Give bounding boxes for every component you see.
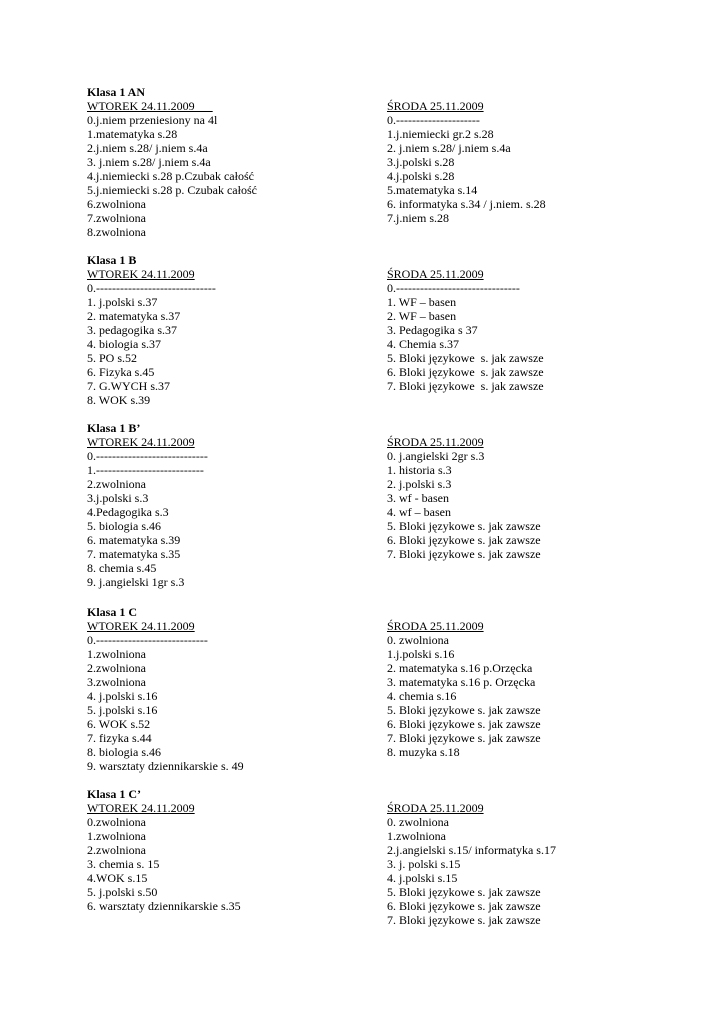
lesson-line: 6. Bloki językowe s. jak zawsze [387,899,541,913]
lesson-line: 7. Bloki językowe s. jak zawsze [387,379,544,393]
lesson-line: 5.matematyka s.14 [387,183,478,197]
lesson-line: 6. Bloki językowe s. jak zawsze [387,365,544,379]
tuesday-column [87,267,216,407]
lesson-line: 8. chemia s.45 [87,561,157,575]
class-section-1c [87,605,667,775]
lesson-line: 1. historia s.3 [387,463,452,477]
lesson-line: 2. matematyka s.16 p.Orzęcka [387,661,533,675]
lesson-line: 5. Bloki językowe s. jak zawsze [387,703,541,717]
class-section-1c-prime [87,787,667,929]
lesson-line: 5. biologia s.46 [87,519,161,533]
lesson-line: 3.j.polski s.3 [87,491,149,505]
wednesday-column [387,801,556,927]
day-header: ŚRODA 25.11.2009 [387,619,484,633]
lesson-line: 0.---------------------------- [87,633,208,647]
lesson-line: 5. j.polski s.50 [87,885,158,899]
lesson-line: 3. wf - basen [387,491,449,505]
day-header: WTOREK 24.11.2009 [87,99,213,113]
tuesday-column [87,99,257,239]
lesson-line: 1. WF – basen [387,295,457,309]
lesson-line: 2.zwolniona [87,843,146,857]
lesson-line: 6.zwolniona [87,197,146,211]
lesson-line: 0.------------------------------- [387,281,520,295]
lesson-line: 3. pedagogika s.37 [87,323,177,337]
class-section-1b-prime [87,421,667,591]
lesson-line: 3.zwolniona [87,675,146,689]
lesson-line: 5. j.polski s.16 [87,703,158,717]
lesson-line: 0.j.niem przeniesiony na 4l [87,113,218,127]
lesson-line: 6. matematyka s.39 [87,533,181,547]
lesson-line: 3. j.niem s.28/ j.niem s.4a [87,155,211,169]
lesson-line: 1.zwolniona [87,829,146,843]
lesson-line: 5. PO s.52 [87,351,138,365]
lesson-line: 4. chemia s.16 [387,689,457,703]
lesson-line: 1.zwolniona [87,647,146,661]
lesson-line: 4.j.polski s.28 [387,169,455,183]
lesson-line: 0. zwolniona [387,633,449,647]
lesson-line: 5.j.niemiecki s.28 p. Czubak całość [87,183,257,197]
section-title: Klasa 1 B’ [87,421,141,435]
tuesday-column [87,619,244,773]
lesson-line: 4.Pedagogika s.3 [87,505,169,519]
lesson-line: 5. Bloki językowe s. jak zawsze [387,351,544,365]
lesson-line: 1.zwolniona [387,829,446,843]
lesson-line: 0. j.angielski 2gr s.3 [387,449,485,463]
lesson-line: 6. warsztaty dziennikarskie s.35 [87,899,241,913]
lesson-line: 4. biologia s.37 [87,337,161,351]
lesson-line: 2. WF – basen [387,309,457,323]
lesson-line: 4.WOK s.15 [87,871,148,885]
lesson-line: 6. informatyka s.34 / j.niem. s.28 [387,197,546,211]
lesson-line: 1.matematyka s.28 [87,127,178,141]
lesson-line: 3. matematyka s.16 p. Orzęcka [387,675,536,689]
lesson-line: 7. G.WYCH s.37 [87,379,170,393]
lesson-line: 9. warsztaty dziennikarskie s. 49 [87,759,244,773]
class-section-1b [87,253,667,409]
lesson-line: 2.j.angielski s.15/ informatyka s.17 [387,843,556,857]
lesson-line: 9. j.angielski 1gr s.3 [87,575,185,589]
lesson-line: 7.j.niem s.28 [387,211,449,225]
lesson-line: 2. j.polski s.3 [387,477,452,491]
lesson-line: 1. j.polski s.37 [87,295,158,309]
wednesday-column [387,99,546,225]
class-section-1an [87,85,667,241]
section-title: Klasa 1 AN [87,85,146,99]
lesson-line: 1.j.niemiecki gr.2 s.28 [387,127,494,141]
lesson-line: 1.--------------------------- [87,463,204,477]
lesson-line: 0.---------------------------- [87,449,208,463]
lesson-line: 3. Pedagogika s 37 [387,323,478,337]
lesson-line: 0.--------------------- [387,113,480,127]
lesson-line: 3. j. polski s.15 [387,857,461,871]
day-header: WTOREK 24.11.2009 [87,801,195,815]
lesson-line: 0.zwolniona [87,815,146,829]
lesson-line: 7.zwolniona [87,211,146,225]
lesson-line: 1.j.polski s.16 [387,647,455,661]
day-header: ŚRODA 25.11.2009 [387,801,484,815]
day-header: ŚRODA 25.11.2009 [387,267,484,281]
lesson-line: 2.j.niem s.28/ j.niem s.4a [87,141,208,155]
lesson-line: 8.zwolniona [87,225,146,239]
lesson-line: 6. Bloki językowe s. jak zawsze [387,533,541,547]
lesson-line: 8. WOK s.39 [87,393,151,407]
day-header: WTOREK 24.11.2009 [87,619,195,633]
lesson-line: 0. zwolniona [387,815,449,829]
wednesday-column [387,435,541,561]
lesson-line: 6. WOK s.52 [87,717,151,731]
lesson-line: 2.zwolniona [87,477,146,491]
day-header: ŚRODA 25.11.2009 [387,435,484,449]
lesson-line: 8. muzyka s.18 [387,745,460,759]
lesson-line: 4.j.niemiecki s.28 p.Czubak całość [87,169,254,183]
section-title: Klasa 1 C [87,605,138,619]
section-title: Klasa 1 B [87,253,137,267]
lesson-line: 7. Bloki językowe s. jak zawsze [387,913,541,927]
lesson-line: 3.j.polski s.28 [387,155,455,169]
wednesday-column [387,267,544,393]
lesson-line: 2.zwolniona [87,661,146,675]
wednesday-column [387,619,541,759]
tuesday-column [87,801,241,913]
lesson-line: 2. j.niem s.28/ j.niem s.4a [387,141,511,155]
lesson-line: 4. Chemia s.37 [387,337,459,351]
lesson-line: 7. Bloki językowe s. jak zawsze [387,731,541,745]
lesson-line: 4. j.polski s.16 [87,689,158,703]
lesson-line: 7. Bloki językowe s. jak zawsze [387,547,541,561]
lesson-line: 2. matematyka s.37 [87,309,181,323]
lesson-line: 5. Bloki językowe s. jak zawsze [387,885,541,899]
lesson-line: 7. matematyka s.35 [87,547,181,561]
lesson-line: 8. biologia s.46 [87,745,161,759]
section-title: Klasa 1 C’ [87,787,141,801]
day-header: WTOREK 24.11.2009 [87,267,195,281]
lesson-line: 0.------------------------------ [87,281,216,295]
lesson-line: 7. fizyka s.44 [87,731,152,745]
lesson-line: 6. Fizyka s.45 [87,365,155,379]
lesson-line: 6. Bloki językowe s. jak zawsze [387,717,541,731]
day-header: ŚRODA 25.11.2009 [387,99,484,113]
lesson-line: 4. j.polski s.15 [387,871,458,885]
lesson-line: 4. wf – basen [387,505,451,519]
tuesday-column [87,435,208,589]
day-header: WTOREK 24.11.2009 [87,435,195,449]
lesson-line: 3. chemia s. 15 [87,857,160,871]
lesson-line: 5. Bloki językowe s. jak zawsze [387,519,541,533]
